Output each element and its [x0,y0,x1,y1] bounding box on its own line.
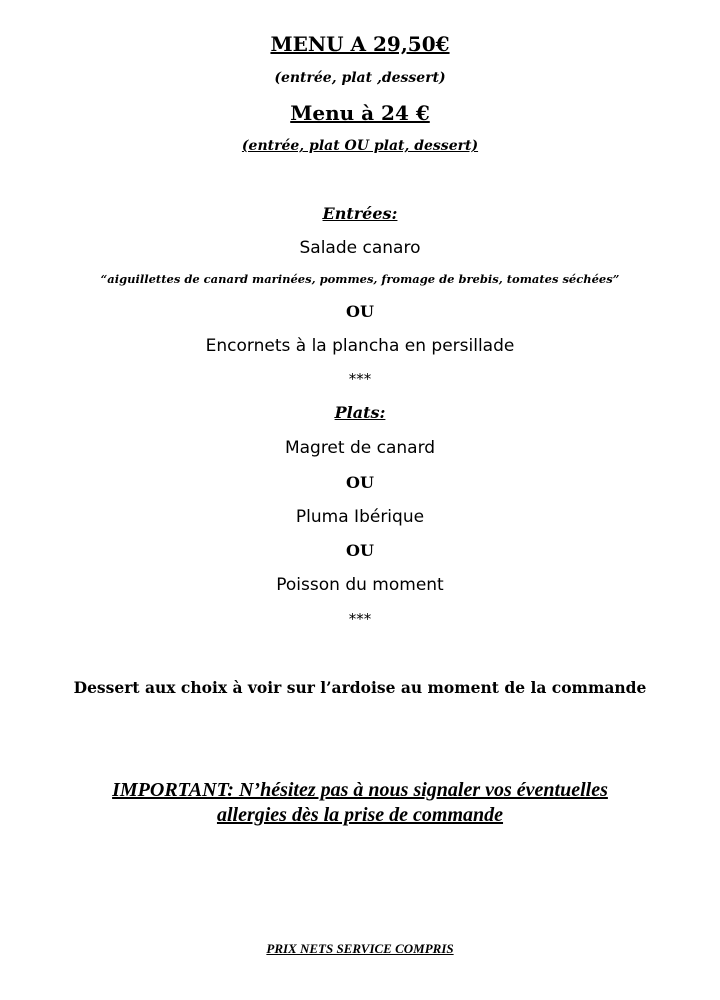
menu-1-title: MENU A 29,50€ [270,32,450,56]
or-separator: OU [346,473,374,492]
plat-item-poisson: Poisson du moment [276,575,444,595]
entree-item-encornets: Encornets à la plancha en persillade [205,336,515,356]
entrees-heading: Entrées: [322,204,398,223]
menu-2-note: (entrée, plat OU plat, dessert) [241,138,479,154]
menu-2-title: Menu à 24 € [290,101,430,125]
or-separator: OU [346,541,374,560]
entree-item-description: “aiguillettes de canard marinées, pommes, fromage de brebis, tomates séchées” [100,272,620,286]
important-notice-line-1: IMPORTANT: N’hésitez pas à nous signaler vos éventuelles [112,779,608,801]
plat-item-pluma: Pluma Ibérique [295,507,425,527]
important-notice-line-2: allergies dès la prise de commande [216,804,504,826]
section-separator: *** [348,370,372,388]
plats-heading: Plats: [334,403,386,422]
plat-item-magret: Magret de canard [284,438,436,458]
footer-price-note: PRIX NETS SERVICE COMPRIS [266,941,454,956]
entree-item-salade-canaro: Salade canaro [299,238,421,258]
section-separator: *** [348,610,372,628]
dessert-text: Dessert aux choix à voir sur l’ardoise au moment de la commande [73,678,647,697]
menu-1-note: (entrée, plat ,dessert) [274,70,446,86]
or-separator: OU [346,302,374,321]
